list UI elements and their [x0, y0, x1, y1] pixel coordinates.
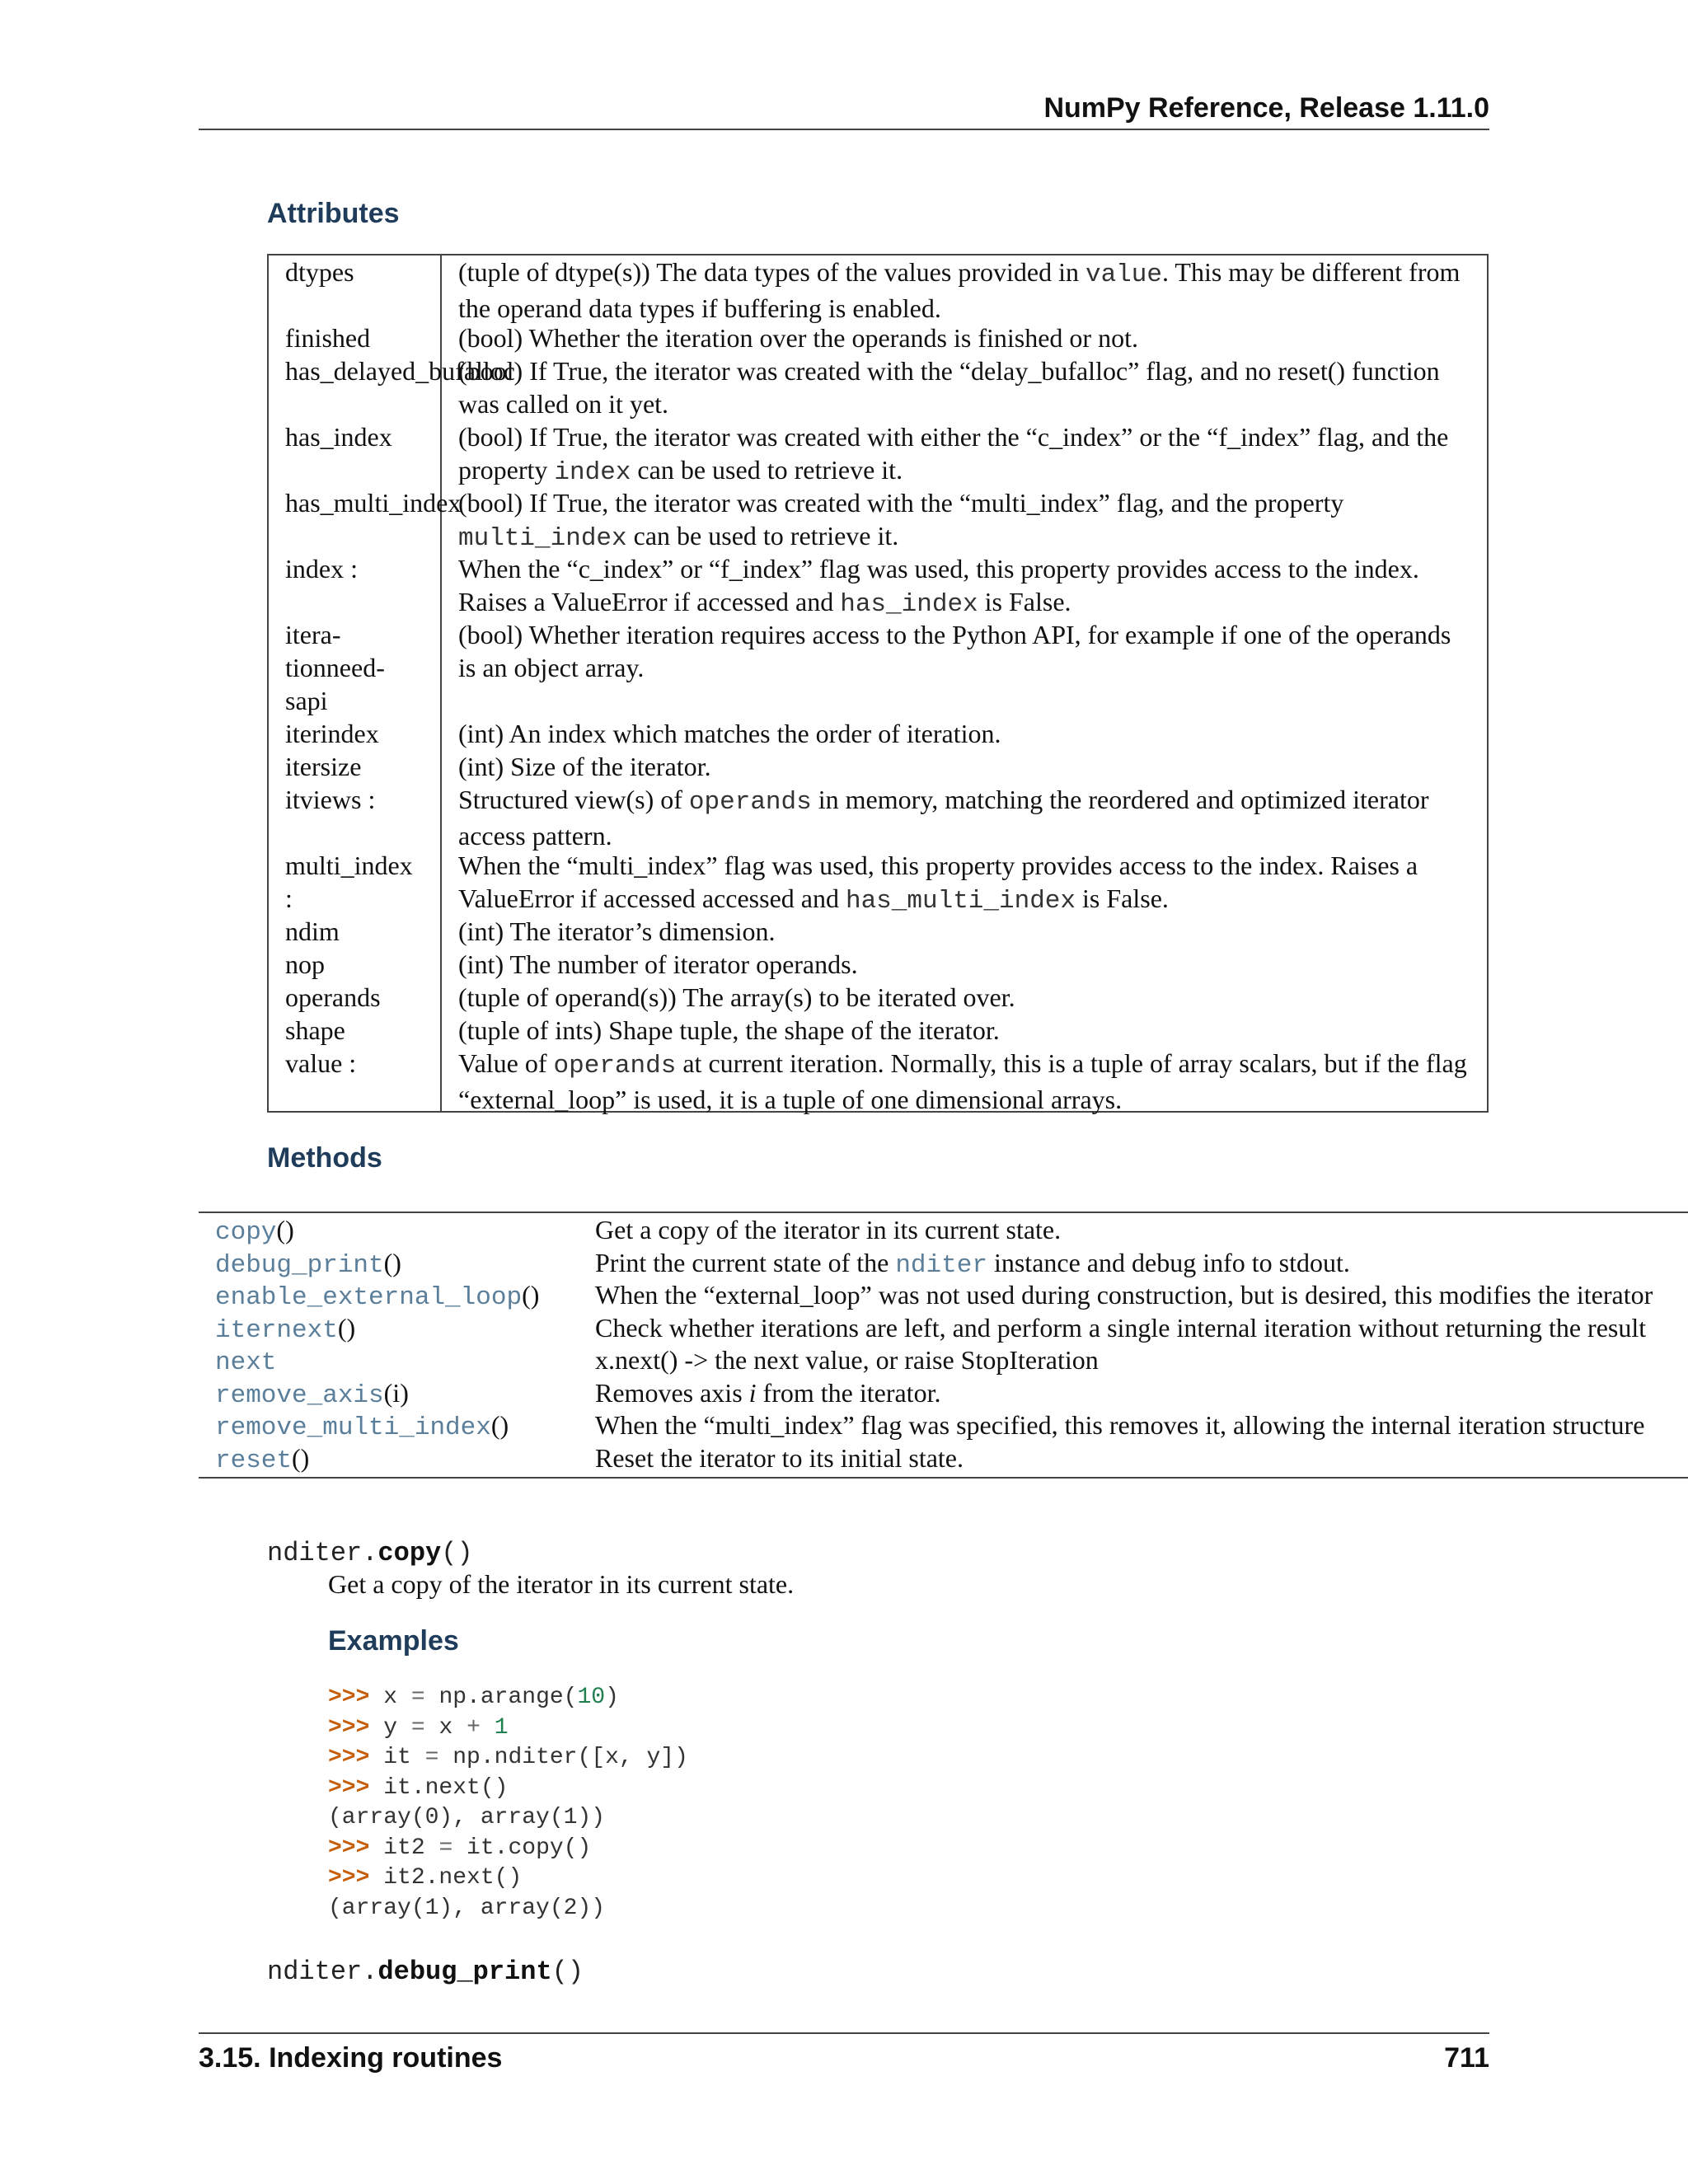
- inline-code: operands: [553, 1052, 677, 1080]
- code-prompt: >>>: [328, 1714, 384, 1741]
- code-text: y: [383, 1714, 411, 1741]
- code-line: [328, 1774, 688, 1804]
- code-text: np.arange(: [424, 1685, 578, 1710]
- copy-signature: [267, 1538, 473, 1568]
- method-description: [595, 1376, 940, 1409]
- code-line: [328, 1743, 688, 1774]
- method-link-copy[interactable]: copy: [215, 1218, 277, 1247]
- code-text: it2.next(): [383, 1865, 523, 1891]
- method-row: [199, 1376, 1688, 1409]
- attribute-name: has_delayed_bufalloc: [285, 356, 515, 386]
- code-text: it2: [383, 1835, 439, 1861]
- description-text: (int) The iterator’s dimension.: [458, 916, 776, 946]
- attribute-name: index :: [285, 554, 358, 583]
- method-args: (): [490, 1410, 509, 1440]
- method-name: [215, 1408, 509, 1445]
- inline-code: value: [1085, 260, 1162, 289]
- inline-code: index: [554, 458, 631, 487]
- code-line: [328, 1834, 688, 1864]
- method-link-debug-print[interactable]: debug_print: [215, 1250, 384, 1280]
- description-text: (int) The number of iterator operands.: [458, 949, 858, 979]
- code-number: 1: [494, 1714, 509, 1741]
- attribute-description: [458, 1014, 1472, 1047]
- description-text: (int) An index which matches the order of iteration.: [458, 719, 1001, 748]
- debug-print-signature: [267, 1957, 584, 1987]
- header-rule: [199, 129, 1489, 130]
- method-link-remove-multi-index[interactable]: remove_multi_index: [215, 1413, 491, 1442]
- attribute-description: [458, 849, 1472, 918]
- inline-code: has_index: [840, 590, 978, 619]
- description-text: (tuple of ints) Shape tuple, the shape of the iterator.: [458, 1015, 1000, 1045]
- method-row: [199, 1408, 1688, 1441]
- method-args: (): [276, 1215, 294, 1244]
- attribute-description: [458, 321, 1472, 354]
- page-header-title: NumPy Reference, Release 1.11.0: [1043, 92, 1489, 124]
- method-row: [199, 1441, 1688, 1474]
- method-name: [215, 1376, 409, 1413]
- code-operator: +: [467, 1714, 481, 1741]
- description-text: instance and debug info to stdout.: [987, 1247, 1350, 1277]
- attribute-name: has_multi_index: [285, 488, 462, 518]
- description-text: Structured view(s) of: [458, 785, 689, 814]
- code-operator: =: [410, 1685, 425, 1710]
- copy-description: Get a copy of the iterator in its current state.: [328, 1569, 795, 1599]
- code-operator: =: [438, 1835, 453, 1861]
- attribute-description: [458, 618, 1472, 684]
- description-text: (tuple of dtype(s)) The data types of the values provided in: [458, 257, 1085, 287]
- method-row: [199, 1213, 1688, 1246]
- description-text: is False.: [1076, 883, 1169, 913]
- code-operator: =: [424, 1745, 439, 1770]
- inline-code: multi_index: [458, 524, 627, 553]
- method-name: [215, 1311, 355, 1347]
- copy-sig-args: (): [441, 1538, 473, 1568]
- method-args: (i): [383, 1377, 409, 1408]
- attribute-name: itviews :: [285, 785, 376, 814]
- description-italic: i: [748, 1377, 757, 1408]
- description-text: (bool) If True, the iterator was created with the “multi_index” flag, and the property: [458, 488, 1344, 518]
- code-text: [481, 1715, 495, 1741]
- attribute-description: [458, 1047, 1472, 1116]
- code-text: it.next(): [383, 1774, 509, 1801]
- method-description: Reset the iterator to its initial state.: [595, 1442, 964, 1473]
- attribute-name: ndim: [285, 916, 340, 946]
- code-text: x: [383, 1685, 411, 1710]
- attribute-name: has_index: [285, 422, 392, 452]
- method-link-next[interactable]: next: [215, 1348, 277, 1377]
- attribute-name: dtypes: [285, 257, 354, 287]
- attributes-heading: Attributes: [267, 198, 400, 229]
- description-text: Removes axis: [595, 1377, 749, 1408]
- debug-sig-args: (): [551, 1957, 584, 1987]
- code-text: np.nditer([x, y]): [438, 1745, 688, 1770]
- code-operator: =: [410, 1714, 425, 1741]
- description-text: (tuple of operand(s)) The array(s) to be iterated over.: [458, 982, 1015, 1012]
- methods-table: [199, 1212, 1688, 1477]
- attribute-name: finished: [285, 323, 371, 353]
- code-number: 10: [577, 1685, 606, 1710]
- footer-rule: [199, 2032, 1489, 2034]
- code-output: (array(1), array(2)): [328, 1895, 606, 1921]
- attributes-table: [267, 254, 1489, 1113]
- attribute-name: operands: [285, 982, 381, 1012]
- code-line: [328, 1713, 688, 1744]
- method-row: [199, 1343, 1688, 1376]
- attribute-description: [458, 420, 1472, 490]
- attribute-name: itersize: [285, 752, 362, 781]
- method-description: Check whether iterations are left, and perform a single internal iteration without returning the result: [595, 1312, 1647, 1343]
- code-prompt: >>>: [328, 1685, 384, 1710]
- footer-page-number: 711: [1444, 2042, 1489, 2074]
- code-line: [328, 1683, 688, 1713]
- debug-sig-prefix: nditer.: [267, 1957, 378, 1987]
- description-text: at current iteration. Normally, this is a tuple of array scalars, but if the flag “external_loop” is used, it is a tuple of one dimensional arrays.: [458, 1048, 1467, 1114]
- code-line: [328, 1894, 688, 1924]
- nditer-link[interactable]: nditer: [895, 1250, 987, 1280]
- attribute-name: shape: [285, 1015, 345, 1045]
- description-text: in memory, matching the reordered and optimized iterator access pattern.: [458, 785, 1429, 851]
- methods-bottom-rule: [199, 1477, 1688, 1479]
- description-text: (bool) Whether iteration requires access to the Python API, for example if one of the operands is an object array.: [458, 620, 1451, 682]
- method-description: x.next() -> the next value, or raise StopIteration: [595, 1345, 1099, 1375]
- attribute-description: [458, 552, 1472, 621]
- code-prompt: >>>: [328, 1865, 384, 1891]
- description-text: Value of: [458, 1048, 554, 1078]
- description-text: can be used to retrieve it.: [631, 455, 903, 485]
- attribute-name: nop: [285, 949, 325, 979]
- method-row: [199, 1311, 1688, 1344]
- attribute-name: iterindex: [285, 719, 379, 748]
- method-description: When the “external_loop” was not used during construction, but is desired, this modifies the iterator: [595, 1280, 1653, 1310]
- method-row: [199, 1278, 1688, 1311]
- code-text: x: [424, 1714, 467, 1741]
- description-text: Print the current state of the: [595, 1247, 896, 1277]
- examples-code-block: [328, 1683, 688, 1924]
- method-args: (): [522, 1280, 540, 1310]
- code-prompt: >>>: [328, 1745, 384, 1770]
- copy-sig-name: copy: [377, 1538, 442, 1568]
- examples-heading: Examples: [328, 1625, 459, 1657]
- copy-sig-prefix: nditer.: [267, 1538, 378, 1568]
- attribute-description: [458, 486, 1472, 555]
- code-text: ): [605, 1685, 619, 1710]
- description-text: When the “c_index” or “f_index” flag was used, this property provides access to the index. Raises a ValueError if accessed and: [458, 554, 1419, 616]
- method-link-remove-axis[interactable]: remove_axis: [215, 1380, 384, 1410]
- attribute-description: [458, 354, 1472, 420]
- attribute-name: itera- tionneed- sapi: [285, 620, 385, 715]
- method-args: (): [383, 1247, 401, 1277]
- method-link-reset[interactable]: reset: [215, 1446, 293, 1475]
- methods-heading: Methods: [267, 1142, 382, 1174]
- attribute-description: [458, 948, 1472, 981]
- footer-section: 3.15. Indexing routines: [199, 2042, 503, 2074]
- method-name: [215, 1213, 294, 1249]
- description-text: from the iterator.: [756, 1377, 941, 1408]
- method-link-iternext[interactable]: iternext: [215, 1315, 338, 1345]
- method-description: When the “multi_index” flag was specified, this removes it, allowing the internal iteration structure: [595, 1410, 1645, 1440]
- method-name: [215, 1278, 539, 1315]
- method-name: [215, 1343, 276, 1380]
- attribute-description: [458, 750, 1472, 783]
- method-description: [595, 1246, 1350, 1282]
- method-args: (): [292, 1442, 310, 1473]
- attribute-description: [458, 783, 1472, 852]
- description-text: (bool) Whether the iteration over the operands is finished or not.: [458, 323, 1138, 353]
- description-text: (bool) If True, the iterator was created with the “delay_bufalloc” flag, and no reset() function was called on it yet.: [458, 356, 1440, 419]
- attribute-description: [458, 717, 1472, 750]
- code-line: [328, 1803, 688, 1834]
- method-description: Get a copy of the iterator in its current state.: [595, 1215, 1062, 1244]
- code-text: it: [383, 1745, 425, 1770]
- method-row: [199, 1246, 1688, 1279]
- code-output: (array(0), array(1)): [328, 1805, 606, 1830]
- debug-sig-name: debug_print: [377, 1957, 552, 1987]
- description-text: is False.: [978, 587, 1071, 616]
- code-line: [328, 1863, 688, 1894]
- method-args: (): [337, 1312, 356, 1343]
- attribute-name: value :: [285, 1048, 357, 1078]
- inline-code: operands: [688, 788, 812, 817]
- attribute-description: [458, 255, 1472, 325]
- code-prompt: >>>: [328, 1774, 384, 1801]
- description-text: When the “multi_index” flag was used, this property provides access to the index. Raises a ValueError if accessed accessed and: [458, 851, 1418, 913]
- code-prompt: >>>: [328, 1835, 384, 1861]
- method-name: [215, 1441, 309, 1478]
- attribute-name: multi_index :: [285, 851, 413, 913]
- attribute-description: [458, 981, 1472, 1014]
- inline-code: has_multi_index: [845, 887, 1076, 916]
- description-text: (int) Size of the iterator.: [458, 752, 711, 781]
- description-text: . This may be different from the operand data types if buffering is enabled.: [458, 257, 1461, 323]
- code-text: it.copy(): [452, 1835, 592, 1861]
- description-text: can be used to retrieve it.: [626, 521, 899, 551]
- attribute-description: [458, 915, 1472, 948]
- description-text: (bool) If True, the iterator was created with either the “c_index” or the “f_index” flag, and the property: [458, 422, 1449, 485]
- method-link-enable-external-loop[interactable]: enable_external_loop: [215, 1283, 523, 1312]
- method-name: [215, 1246, 401, 1282]
